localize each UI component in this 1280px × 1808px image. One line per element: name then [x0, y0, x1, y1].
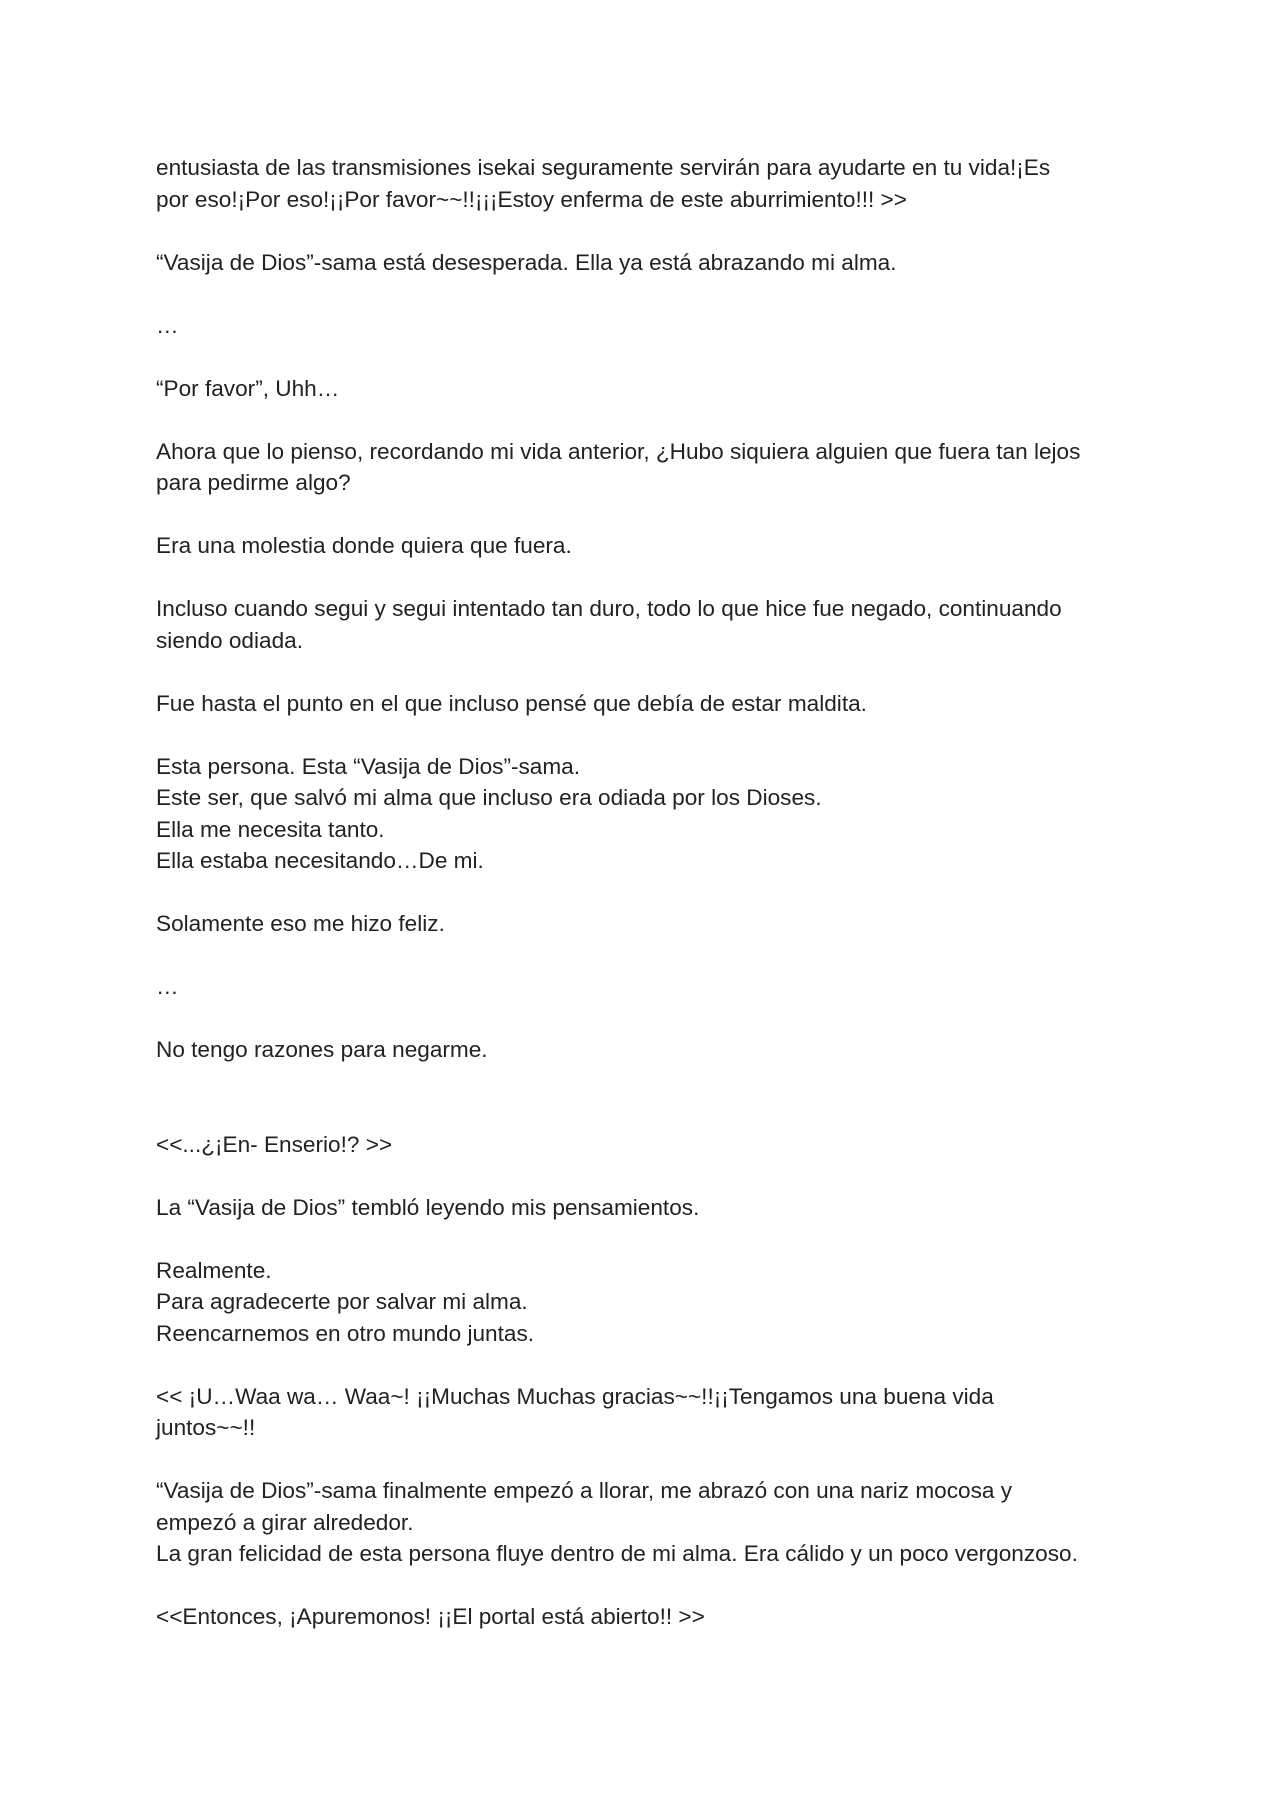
text-line: Esta persona. Esta “Vasija de Dios”-sama.: [156, 753, 581, 779]
text-line: Ahora que lo pienso, recordando mi vida anterior, ¿Hubo siquiera alguien que fuera tan lejos: [156, 438, 1081, 464]
text-line: “Vasija de Dios”-sama está desesperada. Ella ya está abrazando mi alma.: [156, 249, 897, 275]
text-line: empezó a girar alrededor.: [156, 1509, 414, 1535]
text-line: Ella estaba necesitando…De mi.: [156, 848, 484, 873]
paragraph: [156, 530, 1136, 562]
paragraph: [156, 751, 1136, 877]
text-line: entusiasta de las transmisiones isekai seguramente servirán para ayudarte en tu vida!¡Es: [156, 155, 1051, 180]
blank-line: [156, 1097, 1136, 1129]
paragraph: [156, 152, 1136, 215]
text-line: …: [156, 974, 179, 999]
text-line: Ella me necesita tanto.: [156, 816, 385, 842]
text-line: juntos~~!!: [156, 1415, 256, 1440]
text-line: << ¡U…Waa wa… Waa~! ¡¡Muchas Muchas gracias~~!!¡¡Tengamos una buena vida: [156, 1383, 994, 1409]
paragraph: [156, 1034, 1136, 1066]
text-line: No tengo razones para negarme.: [156, 1037, 488, 1062]
text-line: La “Vasija de Dios” tembló leyendo mis pensamientos.: [156, 1194, 700, 1220]
paragraph: [156, 971, 1136, 1003]
text-line: por eso!¡Por eso!¡¡Por favor~~!!¡¡¡Estoy enferma de este aburrimiento!!! >>: [156, 186, 907, 212]
paragraph: [156, 1475, 1136, 1570]
text-line: “Vasija de Dios”-sama finalmente empezó a llorar, me abrazó con una nariz mocosa y: [156, 1478, 1013, 1503]
text-line: para pedirme algo?: [156, 470, 351, 495]
text-line: Fue hasta el punto en el que incluso pensé que debía de estar maldita.: [156, 690, 867, 716]
paragraph: [156, 1129, 1136, 1161]
text-line: Realmente.: [156, 1257, 272, 1283]
text-line: Solamente eso me hizo feliz.: [156, 911, 445, 936]
text-line: siendo odiada.: [156, 627, 303, 653]
text-line: …: [156, 312, 179, 338]
text-line: Incluso cuando segui y segui intentado tan duro, todo lo que hice fue negado, continuando: [156, 596, 1062, 621]
paragraph: [156, 1192, 1136, 1224]
text-line: Para agradecerte por salvar mi alma.: [156, 1289, 528, 1314]
paragraph: [156, 1381, 1136, 1444]
text-line: Este ser, que salvó mi alma que incluso era odiada por los Dioses.: [156, 785, 822, 810]
paragraph: [156, 908, 1136, 940]
text-line: Reencarnemos en otro mundo juntas.: [156, 1320, 535, 1346]
paragraph: [156, 1255, 1136, 1350]
text-line: <<...¿¡En- Enserio!? >>: [156, 1131, 393, 1157]
paragraph: [156, 310, 1136, 342]
text-line: <<Entonces, ¡Apuremonos! ¡¡El portal está abierto!! >>: [156, 1604, 705, 1629]
paragraph: [156, 593, 1136, 656]
document-body: [156, 152, 1136, 1664]
text-line: Era una molestia donde quiera que fuera.: [156, 533, 572, 558]
text-line: La gran felicidad de esta persona fluye dentro de mi alma. Era cálido y un poco vergonzoso.: [156, 1541, 1078, 1566]
paragraph: [156, 247, 1136, 279]
paragraph: [156, 436, 1136, 499]
paragraph: [156, 373, 1136, 405]
text-line: “Por favor”, Uhh…: [156, 375, 340, 401]
paragraph: [156, 1601, 1136, 1633]
paragraph: [156, 688, 1136, 720]
